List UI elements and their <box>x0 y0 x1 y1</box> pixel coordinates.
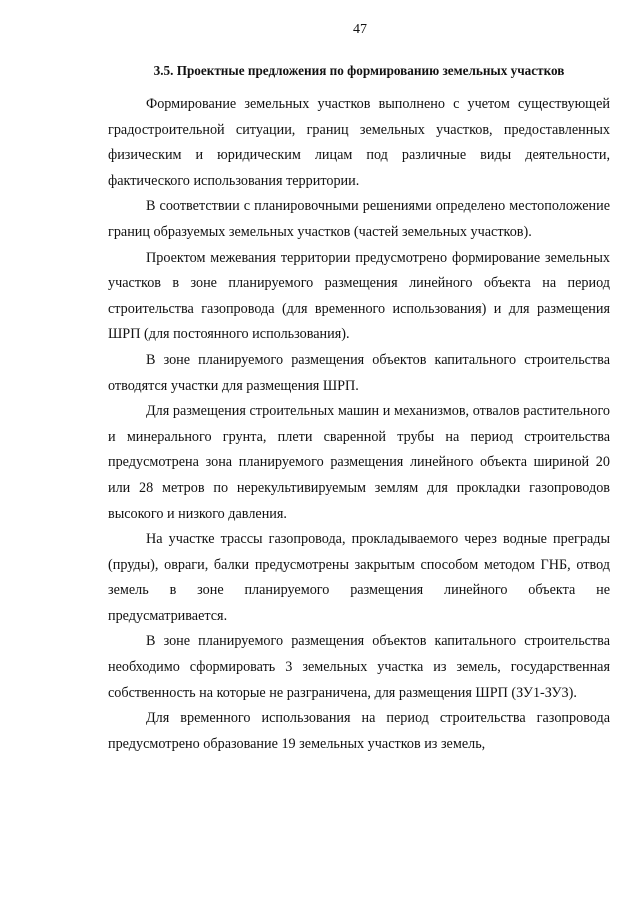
paragraph: В зоне планируемого размещения объектов капитального строительства отводятся участки для размещения ШРП. <box>108 351 610 394</box>
paragraph: Для временного использования на период строительства газопровода предусмотрено образование 19 земельных участков из земель, <box>108 710 610 752</box>
paragraph: На участке трассы газопровода, прокладываемого через водные преграды (пруды), овраги, балки предусмотрены закрытым способом методом ГНБ, отвод земель в зоне планируемого размещения линейного объекта не предусматривается. <box>108 531 610 624</box>
page-number: 47 <box>353 22 367 37</box>
body-text <box>108 92 610 757</box>
section-title: 3.5. Проектные предложения по формированию земельных участков <box>153 63 565 78</box>
paragraph: Проектом межевания территории предусмотрено формирование земельных участков в зоне планируемого размещения линейного объекта на период строительства газопровода (для временного использования) и для размещения ШРП (для постоянного использования). <box>108 249 610 343</box>
paragraph: Для размещения строительных машин и механизмов, отвалов растительного и минерального грунта, плети сваренной трубы на период строительства предусмотрена зона планируемого размещения линейного объекта шириной 20 или 28 метров по нерекультивируемым землям для прокладки газопроводов высокого и низкого давления. <box>108 403 610 522</box>
paragraph: В зоне планируемого размещения объектов капитального строительства необходимо сформировать 3 земельных участка из земель, государственная собственность на которые не разграничена, для размещения ШРП (ЗУ1-ЗУ3). <box>108 633 610 701</box>
paragraph: В соответствии с планировочными решениями определено местоположение границ образуемых земельных участков (частей земельных участков). <box>108 198 610 240</box>
paragraph: Формирование земельных участков выполнено с учетом существующей градостроительной ситуации, границ земельных участков, предоставленных физическим и юридическим лицам под различные виды деятельности, фактического использования территории. <box>108 96 610 189</box>
